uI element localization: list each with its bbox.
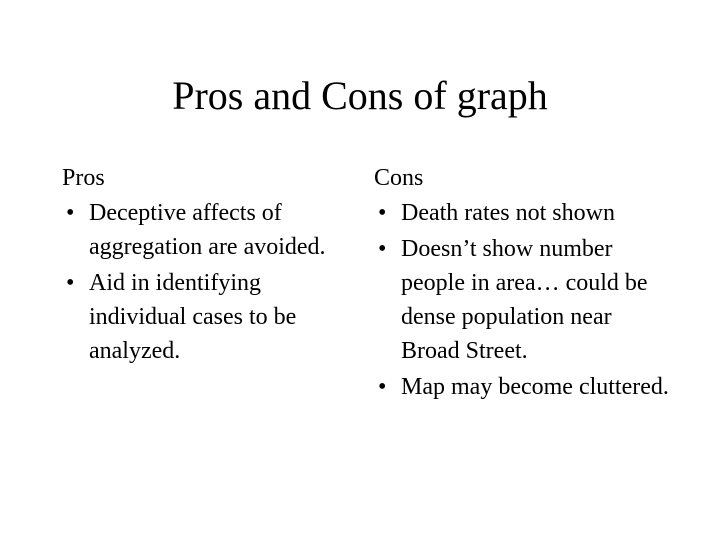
cons-item-text: Death rates not shown — [401, 200, 615, 226]
slide-title: Pros and Cons of graph — [172, 73, 548, 118]
cons-list — [374, 196, 674, 404]
list-item — [62, 196, 352, 264]
cons-item-text: Doesn’t show number people in area… could be dense population near Broad Street. — [401, 236, 648, 364]
bullet-icon: • — [378, 200, 387, 226]
list-item — [374, 370, 674, 404]
cons-column — [374, 160, 674, 406]
bullet-icon: • — [378, 374, 387, 400]
bullet-icon: • — [66, 200, 75, 226]
cons-heading: Cons — [374, 165, 424, 191]
bullet-icon: • — [66, 270, 75, 296]
pros-column — [62, 160, 352, 370]
list-item — [374, 196, 674, 230]
pros-item-text: Aid in identifying individual cases to be analyzed. — [89, 270, 297, 364]
bullet-icon: • — [378, 236, 387, 262]
pros-heading: Pros — [62, 165, 105, 191]
list-item — [374, 232, 674, 368]
list-item — [62, 266, 352, 368]
cons-item-text: Map may become cluttered. — [401, 374, 669, 400]
pros-list — [62, 196, 352, 368]
pros-item-text: Deceptive affects of aggregation are avoided. — [89, 200, 326, 260]
